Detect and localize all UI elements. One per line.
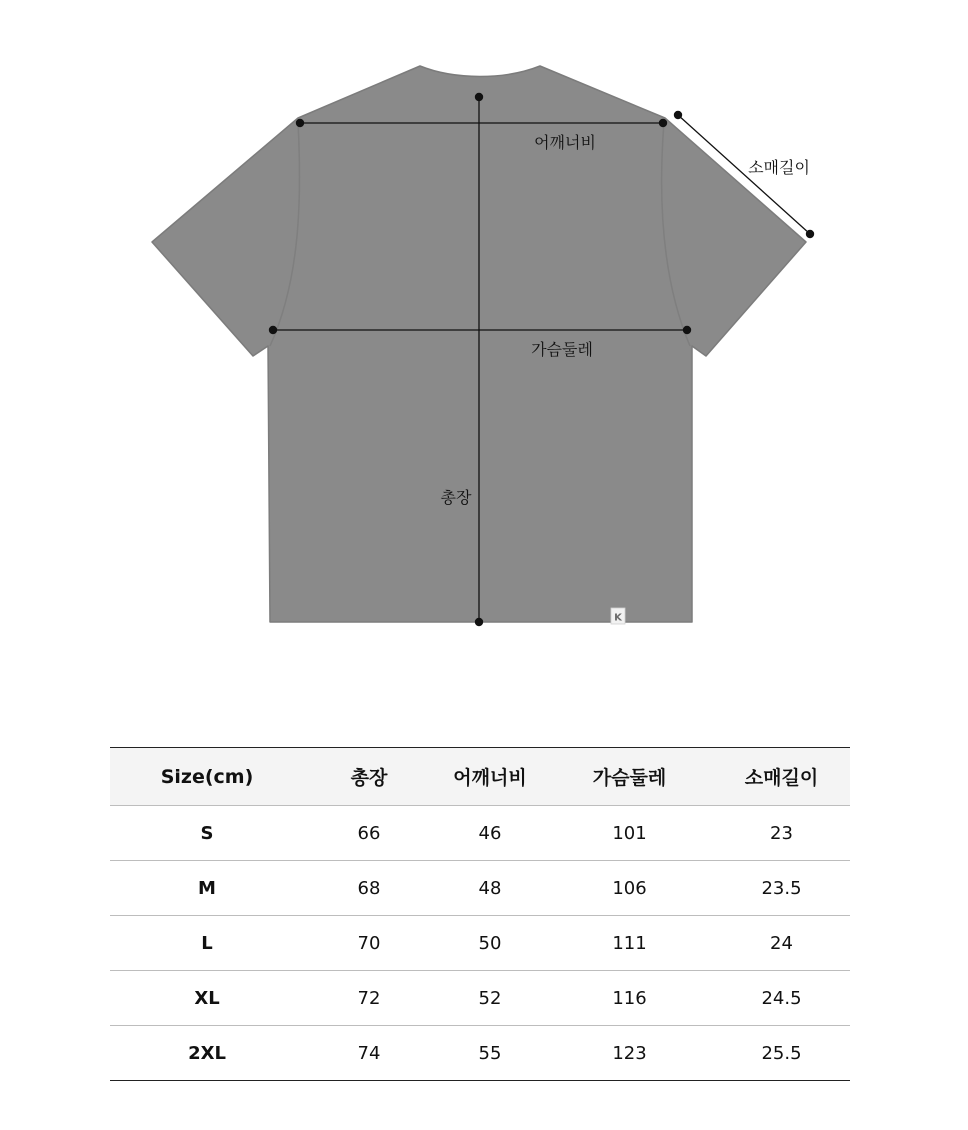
total-length-dot-top: [475, 93, 483, 101]
size-cell: M: [110, 861, 304, 916]
shoulder-width-cell: 46: [434, 806, 546, 861]
sleeve-length-dot-bottom: [806, 230, 814, 238]
sleeve-length-dot-top: [674, 111, 682, 119]
table-row: [110, 916, 850, 971]
chest-cell: 101: [546, 806, 713, 861]
total-length-label: 총장: [440, 488, 472, 507]
k-logo-tag-icon: [611, 608, 625, 624]
header-chest: 가슴둘레: [592, 767, 667, 789]
total-length-dot-bottom: [475, 618, 483, 626]
table-header-row: [110, 748, 850, 806]
total-length-cell: 70: [304, 916, 434, 971]
size-cell: S: [110, 806, 304, 861]
total-length-cell: 72: [304, 971, 434, 1026]
sleeve-length-cell: 23: [713, 806, 850, 861]
sleeve-length-cell: 23.5: [713, 861, 850, 916]
chest-label: 가슴둘레: [531, 340, 593, 359]
header-total-length: 총장: [350, 767, 388, 789]
shoulder-width-cell: 48: [434, 861, 546, 916]
table-row: [110, 806, 850, 861]
size-cell: 2XL: [110, 1026, 304, 1081]
size-cell: XL: [110, 971, 304, 1026]
shoulder-width-dot-left: [296, 119, 304, 127]
total-length-cell: 68: [304, 861, 434, 916]
header-sleeve-length: 소매길이: [744, 767, 819, 789]
svg-text:K: K: [614, 612, 622, 624]
sleeve-length-cell: 24: [713, 916, 850, 971]
chest-dot-left: [269, 326, 277, 334]
table-row: [110, 861, 850, 916]
size-chart-table: [110, 747, 850, 1081]
total-length-cell: 74: [304, 1026, 434, 1081]
shoulder-width-cell: 52: [434, 971, 546, 1026]
shoulder-width-cell: 55: [434, 1026, 546, 1081]
sleeve-length-label: 소매길이: [748, 158, 810, 177]
total-length-cell: 66: [304, 806, 434, 861]
shoulder-width-label: 어깨너비: [534, 133, 596, 152]
chest-cell: 116: [546, 971, 713, 1026]
chest-cell: 111: [546, 916, 713, 971]
size-cell: L: [110, 916, 304, 971]
shoulder-width-cell: 50: [434, 916, 546, 971]
header-size: Size(cm): [160, 765, 254, 788]
sleeve-length-cell: 25.5: [713, 1026, 850, 1081]
shoulder-width-dot-right: [659, 119, 667, 127]
chest-cell: 123: [546, 1026, 713, 1081]
header-shoulder-width: 어깨너비: [453, 767, 527, 789]
sleeve-length-cell: 24.5: [713, 971, 850, 1026]
chest-dot-right: [683, 326, 691, 334]
chest-cell: 106: [546, 861, 713, 916]
table-row: [110, 971, 850, 1026]
table-row: [110, 1026, 850, 1081]
